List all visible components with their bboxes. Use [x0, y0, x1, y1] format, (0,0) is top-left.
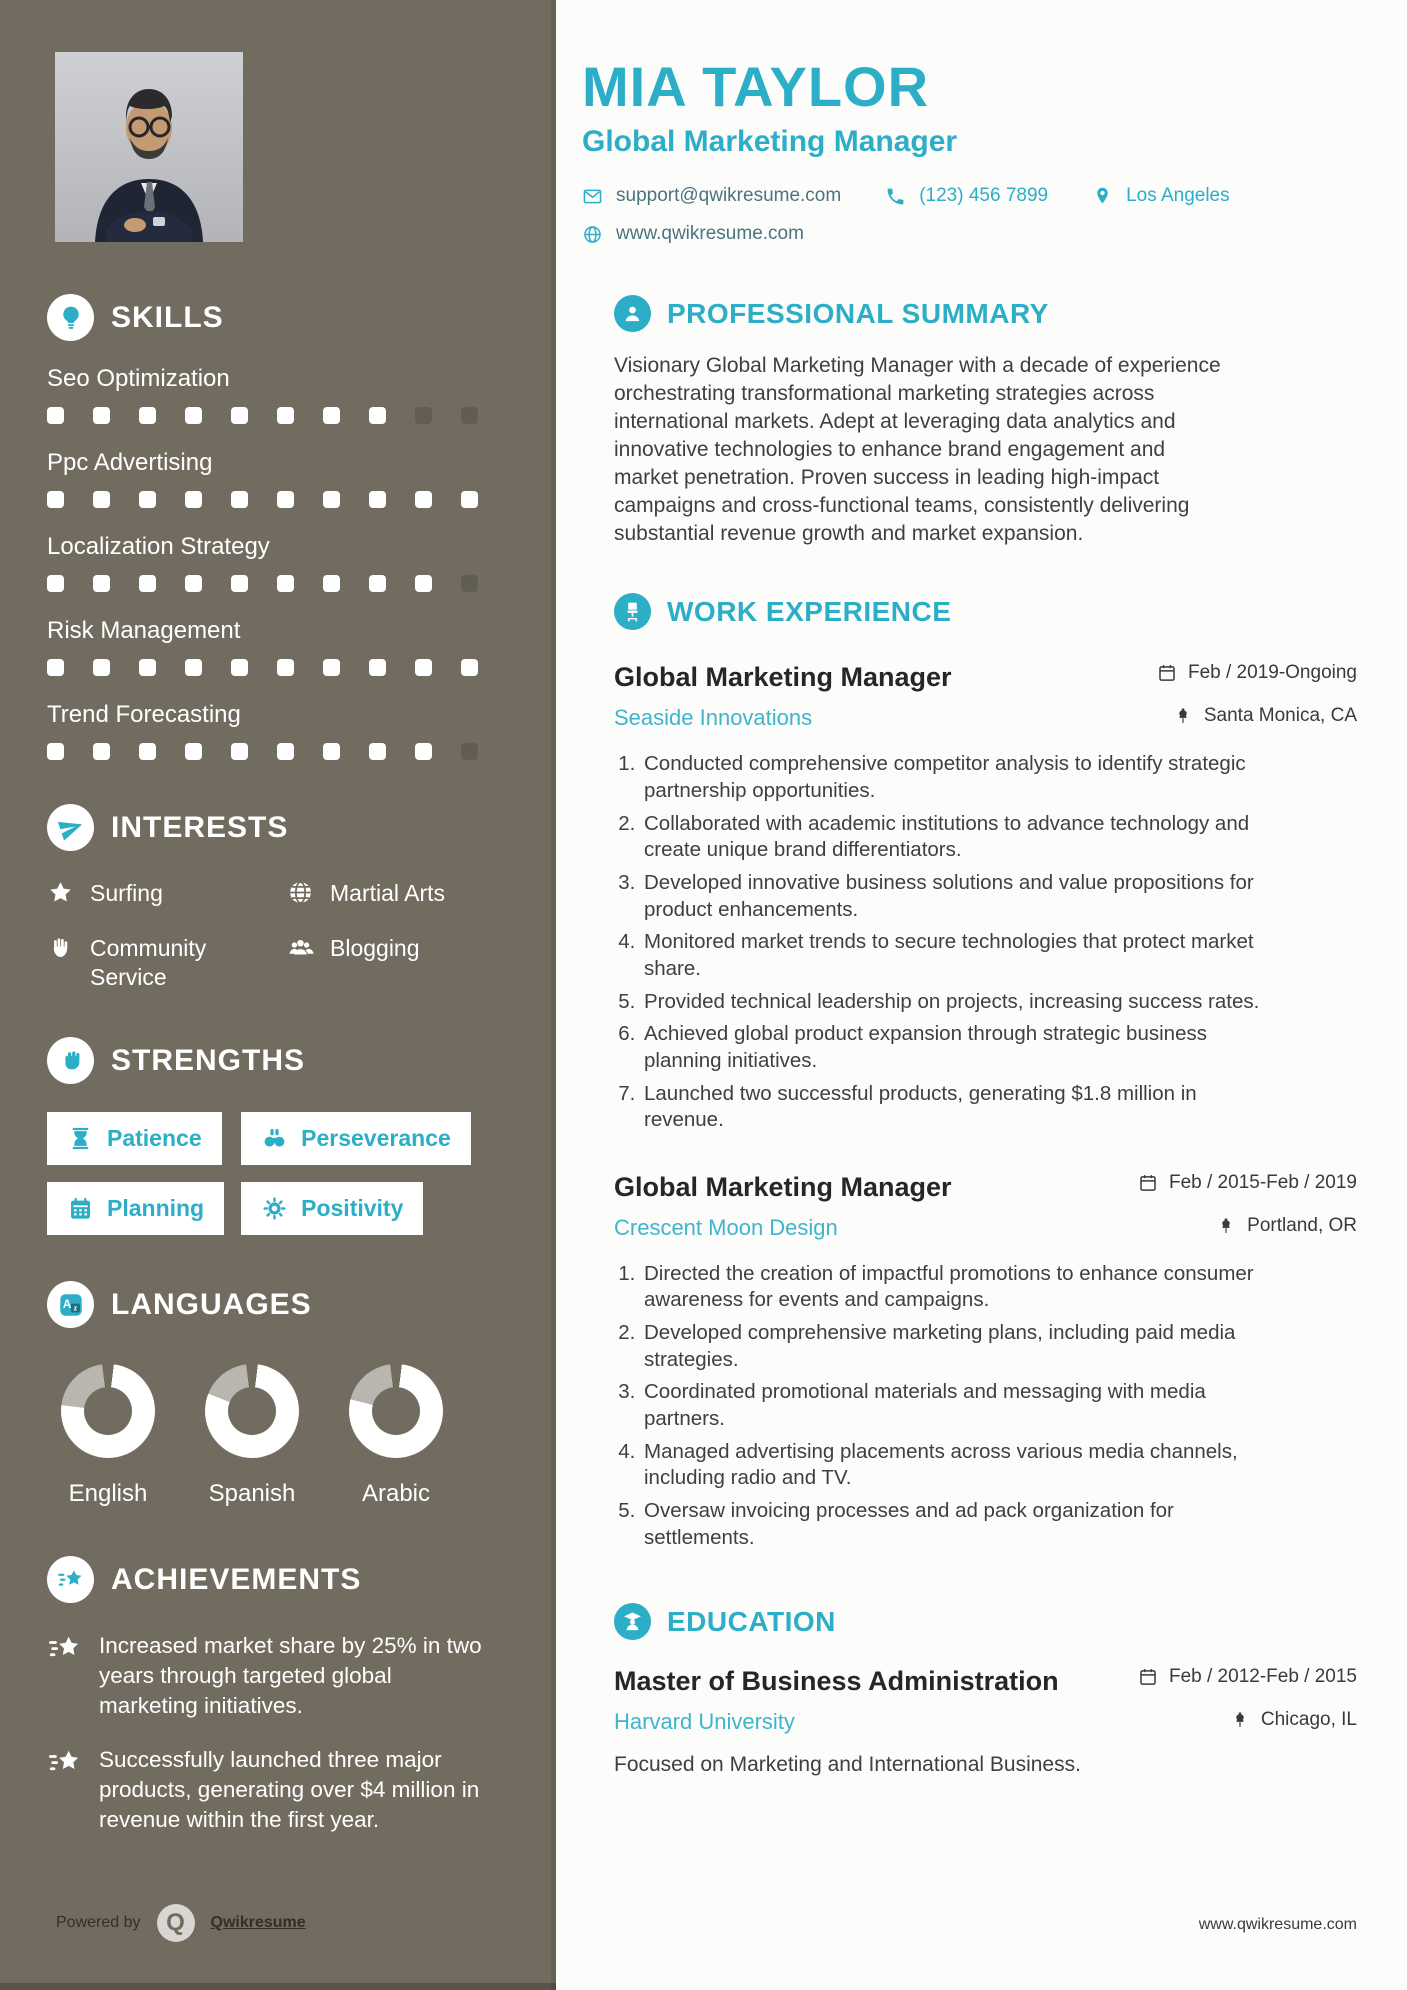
- job-points-list: [614, 1261, 1264, 1551]
- skill-square-filled: [231, 407, 248, 424]
- phone-icon: [885, 186, 906, 207]
- language-item: [349, 1364, 443, 1508]
- strengths-section: [47, 1037, 512, 1235]
- skill-square-filled: [461, 491, 478, 508]
- education-header: [614, 1603, 1357, 1640]
- strength-item: [241, 1112, 471, 1165]
- achievement-text: Increased market share by 25% in two years through targeted global marketing initiatives.: [99, 1633, 482, 1719]
- skill-square-filled: [369, 659, 386, 676]
- skill-square-filled: [277, 743, 294, 760]
- paper-plane-icon: [47, 804, 94, 851]
- interests-list: [47, 879, 512, 991]
- skill-square-filled: [185, 743, 202, 760]
- website-contact[interactable]: [582, 223, 804, 245]
- binoculars-icon: [261, 1125, 288, 1152]
- job-location: [1216, 1215, 1357, 1237]
- website-value: www.qwikresume.com: [616, 223, 804, 244]
- lightbulb-icon: [47, 294, 94, 341]
- job-point: 4. Monitored market trends to secure technologies that protect market share.: [641, 929, 1264, 982]
- skill-square-filled: [277, 407, 294, 424]
- powered-by-footer: [56, 1904, 306, 1942]
- language-donut-chart: [61, 1364, 155, 1458]
- strengths-header: [47, 1037, 512, 1084]
- job-point: 3. Coordinated promotional materials and messaging with media partners.: [641, 1379, 1264, 1432]
- languages-list: [61, 1364, 512, 1508]
- school-name: Harvard University: [614, 1709, 795, 1735]
- location-value: Los Angeles: [1126, 185, 1230, 206]
- skill-level-squares: [47, 743, 512, 760]
- languages-section: [47, 1281, 512, 1508]
- skill-square-filled: [93, 491, 110, 508]
- skill-square-filled: [47, 743, 64, 760]
- skill-square-filled: [139, 743, 156, 760]
- qwikresume-link[interactable]: Qwikresume: [210, 1914, 306, 1931]
- summary-header: [614, 295, 1357, 332]
- interest-label: Surfing: [90, 880, 163, 906]
- skill-square-filled: [277, 575, 294, 592]
- work-heading: WORK EXPERIENCE: [667, 595, 952, 627]
- skill-name: Ppc Advertising: [47, 449, 213, 476]
- shooting-star-icon: [47, 1556, 94, 1603]
- languages-heading: LANGUAGES: [111, 1287, 312, 1321]
- job-point: 2. Developed comprehensive marketing plans, including paid media strategies.: [641, 1320, 1264, 1373]
- education-date-value: Feb / 2012-Feb / 2015: [1168, 1666, 1357, 1688]
- job-title-row: [614, 1172, 1357, 1203]
- interests-heading: INTERESTS: [111, 810, 289, 844]
- translate-icon: [47, 1281, 94, 1328]
- degree-title: Master of Business Administration: [614, 1666, 1059, 1697]
- strength-label: Planning: [107, 1195, 205, 1222]
- skill-square-filled: [277, 491, 294, 508]
- skill-square-filled: [369, 743, 386, 760]
- skill-square-filled: [93, 743, 110, 760]
- skill-square-filled: [369, 575, 386, 592]
- skill-square-filled: [231, 491, 248, 508]
- language-donut-chart: [349, 1364, 443, 1458]
- skill-level-squares: [47, 659, 512, 676]
- job-title-row: [614, 662, 1357, 693]
- calendar-icon: [1157, 663, 1177, 683]
- pushpin-icon: [1230, 1710, 1250, 1730]
- skill-square-filled: [415, 491, 432, 508]
- skill-square-filled: [139, 407, 156, 424]
- job-points-list: [614, 751, 1264, 1133]
- education-date: [1138, 1666, 1357, 1688]
- website-icon: [582, 224, 603, 245]
- candidate-name: MIA TAYLOR: [582, 55, 930, 118]
- job-point: 1. Directed the creation of impactful promotions to enhance consumer awareness for events and campaigns.: [641, 1261, 1264, 1314]
- email-icon: [582, 186, 603, 207]
- job-point: 6. Achieved global product expansion through strategic business planning initiatives.: [641, 1021, 1264, 1074]
- job-date: [1157, 662, 1357, 684]
- company-name: Seaside Innovations: [614, 705, 813, 731]
- graduation-icon: [614, 1603, 651, 1640]
- hand-icon: [47, 934, 74, 961]
- skill-square-filled: [461, 659, 478, 676]
- main-content: [556, 0, 1407, 1990]
- svg-text:A: A: [62, 1297, 71, 1311]
- job-point: 5. Oversaw invoicing processes and ad pack organization for settlements.: [641, 1498, 1264, 1551]
- company-name: Crescent Moon Design: [614, 1214, 838, 1240]
- interests-header: [47, 804, 512, 851]
- skill-level-squares: [47, 407, 512, 424]
- skill-square-filled: [323, 743, 340, 760]
- skill-square-filled: [415, 659, 432, 676]
- achievements-header: [47, 1556, 512, 1603]
- pushpin-icon: [1216, 1216, 1236, 1236]
- skill-square-filled: [323, 575, 340, 592]
- job-point: 4. Managed advertising placements across various media channels, including radio and TV.: [641, 1439, 1264, 1492]
- job-point: 3. Developed innovative business solutions and value propositions for product enhancements.: [641, 870, 1264, 923]
- skill-item: [47, 701, 512, 760]
- skills-heading: SKILLS: [111, 300, 224, 334]
- interest-item: [47, 879, 287, 908]
- skill-square-filled: [185, 491, 202, 508]
- job-title: Global Marketing Manager: [614, 1171, 952, 1202]
- interest-item: [287, 879, 512, 908]
- skill-square-filled: [323, 659, 340, 676]
- skill-square-filled: [93, 659, 110, 676]
- sidebar: [0, 0, 556, 1990]
- job-point: 2. Collaborated with academic institutions to advance technology and create unique brand differentiators.: [641, 811, 1264, 864]
- person-icon: [614, 295, 651, 332]
- hourglass-icon: [67, 1125, 94, 1152]
- shooting-star-icon: [47, 1633, 83, 1665]
- achievements-section: [47, 1556, 512, 1835]
- skill-level-squares: [47, 575, 512, 592]
- q-logo-icon: Q: [157, 1904, 195, 1942]
- school-row: [614, 1709, 1357, 1735]
- education-location: [1230, 1709, 1357, 1731]
- skill-square-filled: [139, 491, 156, 508]
- job-company-row: [614, 1215, 1357, 1241]
- skill-name: Seo Optimization: [47, 365, 230, 392]
- skill-square-filled: [139, 575, 156, 592]
- skill-square-filled: [231, 575, 248, 592]
- skill-square-filled: [47, 575, 64, 592]
- fist-icon: [47, 1037, 94, 1084]
- education-entry: [614, 1666, 1357, 1777]
- email-value: support@qwikresume.com: [616, 185, 842, 206]
- skill-name: Trend Forecasting: [47, 701, 241, 728]
- calendar-icon: [1138, 1173, 1158, 1193]
- achievements-heading: ACHIEVEMENTS: [111, 1562, 362, 1596]
- job-location-value: Santa Monica, CA: [1203, 705, 1357, 727]
- strength-item: [47, 1182, 224, 1235]
- calendar-icon: [1138, 1667, 1158, 1687]
- gear-icon: [261, 1195, 288, 1222]
- skill-square-empty: [461, 407, 478, 424]
- skill-square-filled: [415, 743, 432, 760]
- profile-photo-illustration: [55, 52, 243, 242]
- skill-level-squares: [47, 491, 512, 508]
- skill-item: [47, 617, 512, 676]
- interest-item: [47, 934, 287, 992]
- job-date-value: Feb / 2015-Feb / 2019: [1168, 1171, 1357, 1193]
- powered-by-label: Powered by: [56, 1914, 141, 1931]
- achievement-item: [47, 1745, 487, 1835]
- job-date: [1138, 1172, 1357, 1194]
- language-item: [61, 1364, 155, 1508]
- skill-square-filled: [415, 575, 432, 592]
- skill-square-filled: [139, 659, 156, 676]
- skills-header: [47, 294, 512, 341]
- skill-square-filled: [47, 659, 64, 676]
- location-icon: [1092, 186, 1113, 207]
- skill-square-empty: [415, 407, 432, 424]
- people-icon: [287, 934, 314, 961]
- summary-text: Visionary Global Marketing Manager with a decade of experience orchestrating transformational marketing strategies across international markets. Adept at leveraging data analytics and innovative technologies to enhance brand engagement and market penetration. Proven success in leading high-impact campaigns and cross-functional teams, consistently delivering substantial revenue growth and market expansion.: [614, 354, 1221, 545]
- globe-icon: [287, 879, 314, 906]
- skill-square-filled: [323, 407, 340, 424]
- skill-square-filled: [185, 407, 202, 424]
- skill-square-filled: [231, 659, 248, 676]
- languages-header: [47, 1281, 512, 1328]
- skill-name: Localization Strategy: [47, 533, 270, 560]
- job-location-value: Portland, OR: [1247, 1214, 1357, 1236]
- strengths-heading: STRENGTHS: [111, 1043, 306, 1077]
- skill-item: [47, 533, 512, 592]
- phone-value: (123) 456 7899: [919, 185, 1049, 206]
- skill-square-empty: [461, 743, 478, 760]
- language-label: Spanish: [208, 1480, 296, 1508]
- job-entry: [614, 662, 1357, 1133]
- skill-square-filled: [369, 407, 386, 424]
- language-label: Arabic: [361, 1480, 431, 1508]
- job-entry: [614, 1172, 1357, 1551]
- education-section: [614, 1603, 1357, 1777]
- achievement-item: [47, 1631, 487, 1721]
- profile-photo: [55, 52, 243, 242]
- office-chair-icon: [614, 593, 651, 630]
- phone-contact[interactable]: [885, 185, 1048, 207]
- location-contact: [1092, 185, 1230, 207]
- job-company-row: [614, 705, 1357, 731]
- summary-heading: PROFESSIONAL SUMMARY: [667, 297, 1049, 329]
- education-heading: EDUCATION: [667, 1605, 836, 1637]
- email-contact[interactable]: [582, 185, 841, 207]
- education-location-value: Chicago, IL: [1260, 1709, 1357, 1731]
- calendar-icon: [67, 1195, 94, 1222]
- work-header: [614, 593, 1357, 630]
- interest-label: Blogging: [330, 934, 420, 961]
- degree-row: [614, 1666, 1357, 1697]
- strength-item: [47, 1112, 222, 1165]
- strength-label: Positivity: [301, 1195, 404, 1222]
- job-title: Global Marketing Manager: [614, 662, 952, 693]
- work-experience-section: [614, 593, 1357, 1551]
- language-item: [205, 1364, 299, 1508]
- skill-square-empty: [461, 575, 478, 592]
- skill-square-filled: [369, 491, 386, 508]
- skill-square-filled: [231, 743, 248, 760]
- skill-square-filled: [277, 659, 294, 676]
- pushpin-icon: [1173, 706, 1193, 726]
- skills-list: [47, 365, 512, 760]
- skills-section: [47, 294, 512, 760]
- language-donut-chart: [205, 1364, 299, 1458]
- achievements-list: [47, 1631, 512, 1835]
- strength-item: [241, 1182, 423, 1235]
- job-date-value: Feb / 2019-Ongoing: [1187, 662, 1357, 684]
- strengths-list: [47, 1112, 512, 1235]
- strength-label: Perseverance: [301, 1125, 451, 1152]
- job-point: 1. Conducted comprehensive competitor analysis to identify strategic partnership opportunities.: [641, 751, 1264, 804]
- interest-label: Community Service: [90, 934, 207, 990]
- skill-square-filled: [47, 407, 64, 424]
- job-point: 7. Launched two successful products, generating $1.8 million in revenue.: [641, 1081, 1264, 1134]
- education-note: Focused on Marketing and International Business.: [614, 1753, 1081, 1777]
- professional-summary-section: [614, 295, 1357, 547]
- skill-square-filled: [323, 491, 340, 508]
- skill-square-filled: [185, 659, 202, 676]
- strength-label: Patience: [107, 1125, 202, 1152]
- skill-square-filled: [93, 407, 110, 424]
- skill-square-filled: [47, 491, 64, 508]
- contact-row: [582, 185, 1242, 245]
- skill-square-filled: [93, 575, 110, 592]
- skill-item: [47, 365, 512, 424]
- job-point: 5. Provided technical leadership on projects, increasing success rates.: [641, 989, 1264, 1016]
- job-location: [1173, 705, 1357, 727]
- svg-text:z: z: [73, 1303, 77, 1313]
- interest-item: [287, 934, 512, 992]
- language-label: English: [68, 1480, 148, 1508]
- candidate-title: Global Marketing Manager: [582, 125, 958, 158]
- skill-square-filled: [185, 575, 202, 592]
- interest-label: Martial Arts: [330, 880, 446, 906]
- interests-section: [47, 804, 512, 991]
- achievement-text: Successfully launched three major products, generating over $4 million in revenue within the first year.: [99, 1747, 480, 1832]
- shooting-star-icon: [47, 1747, 83, 1779]
- skill-item: [47, 449, 512, 508]
- footer-website-link[interactable]: www.qwikresume.com: [1198, 1916, 1357, 1933]
- star-icon: [47, 879, 74, 906]
- skill-name: Risk Management: [47, 617, 241, 644]
